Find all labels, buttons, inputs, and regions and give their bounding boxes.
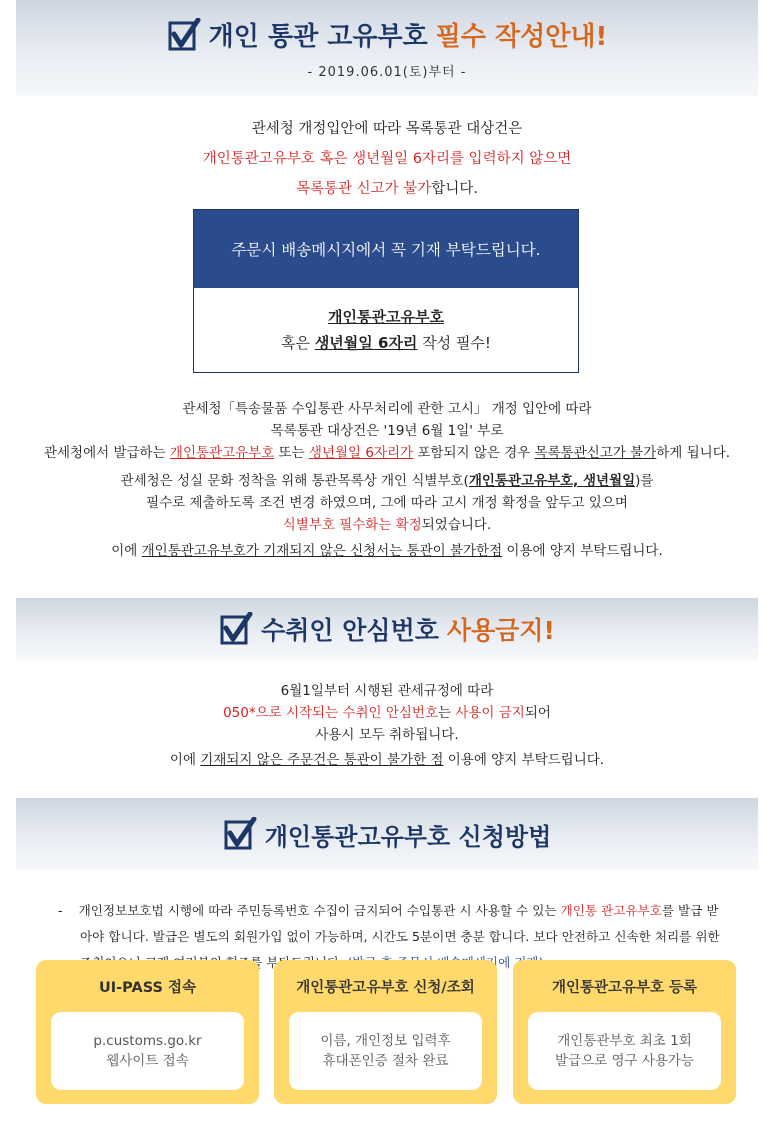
step-card-body: [289, 1012, 482, 1090]
section3-title: 개인통관고유부호 신청방법: [264, 822, 552, 851]
checkbox-check-icon: [223, 817, 257, 851]
step-card-line1: p.customs.go.kr: [93, 1033, 202, 1049]
p1-text-d: 생년월일 6자리가: [308, 445, 414, 461]
p1-text-b: 개인통관고유부호: [169, 445, 275, 461]
intro-line3: [16, 174, 758, 204]
step-card-title: 개인통관고유부호 등록: [551, 979, 698, 996]
section1-subtitle: - 2019.06.01(토)부터 -: [307, 65, 467, 80]
safe-number-red2: 사용이 금지: [455, 705, 525, 721]
section2-title-accent: 사용금지!: [446, 616, 555, 645]
step-card-line2: 발급으로 영구 사용가능: [555, 1053, 694, 1069]
p2-text-red: 식별부호 필수화는 확정: [282, 517, 422, 533]
notice-box-line2-bold: 생년월일 6자리: [314, 334, 418, 352]
howto-text-b: 를 발급 받아야 합니다. 발급은 별도의 회원가입 없이 가능하며, 시간도 5분이면 충분 합니다. 보다 안전하고 신속한 처리를 위한: [80, 903, 720, 944]
p2-text-c: )를: [635, 473, 654, 489]
p1-text-f: 목록통관신고가 불가: [534, 445, 657, 461]
p1-text-a: 관세청에서 발급하는: [43, 445, 170, 461]
notice-box: [193, 209, 579, 373]
step-card-body: [51, 1012, 244, 1090]
paragraph1-line2: 목록통관 대상건은 '19년 6월 1일' 부로: [270, 423, 504, 439]
section2-title: 수취인 안심번호: [261, 616, 439, 645]
safe-number-line2: [16, 702, 758, 724]
section1-title: 개인 통관 고유부호: [208, 22, 428, 52]
intro-text: [16, 114, 758, 204]
step-card-line1: 이름, 개인정보 입력후: [320, 1033, 451, 1049]
step-card-title: UI-PASS 접속: [98, 979, 196, 996]
notice-box-line1: 개인통관고유부호: [328, 308, 444, 326]
notice-box-line2-pre: 혹은: [281, 334, 315, 352]
step-card-line2: 웹사이트 접속: [106, 1053, 189, 1069]
step-card-line1: 개인통관부호 최초 1회: [557, 1033, 692, 1049]
notice-box-header: 주문시 배송메시지에서 꼭 기재 부탁드립니다.: [194, 210, 578, 288]
intro-line3-red: 목록통관 신고가 불가: [296, 181, 432, 197]
paragraph1-line1: 관세청「특송물품 수입통관 사무처리에 관한 고시」 개정 입안에 따라: [182, 401, 592, 417]
step-card-apply: [274, 960, 497, 1104]
section1-title-accent: 필수 작성안내!: [435, 22, 608, 52]
safe-number-text: [16, 680, 758, 746]
step-card-title: 개인통관고유부호 신청/조회: [296, 979, 475, 996]
safe-number-line3: 사용시 모두 취하됩니다.: [315, 727, 459, 743]
step-card-body: [528, 1012, 721, 1090]
paragraph1-line3: [16, 442, 758, 464]
p1-text-e: 포함되지 않은 경우: [413, 445, 535, 461]
paragraph2-line2: 필수로 제출하도록 조건 변경 하였으며, 그에 따라 고시 개정 확정을 앞두고 있으며: [146, 495, 628, 511]
checkbox-check-icon: [219, 612, 253, 646]
notice-box-line2: [281, 330, 491, 356]
step-card-uipass: [36, 960, 259, 1104]
safe-number-mid: 는: [438, 705, 456, 721]
safe-number-line1: 6월1일부터 시행된 관세규정에 따라: [280, 683, 494, 699]
paragraph2: [16, 470, 758, 536]
notice-box-line2-post: 작성 필수!: [417, 334, 491, 352]
intro-line1: 관세청 개정입안에 따라 목록통관 대상건은: [251, 121, 523, 137]
step-card-line2: 휴대폰인증 절차 완료: [322, 1053, 449, 1069]
step-card-register: [513, 960, 736, 1104]
notice-box-body: [194, 288, 578, 372]
p3-pre: 이에: [111, 543, 142, 559]
safe-number-line4-underlined: 기재되지 않은 주문건은 통관이 불가한 점: [200, 752, 444, 768]
section3-banner: [16, 798, 758, 870]
howto-dash: -: [58, 903, 63, 918]
safe-number-tail: 되어: [524, 705, 551, 721]
intro-line3-tail: 합니다.: [431, 181, 478, 197]
p3-underlined: 개인통관고유부호가 기재되지 않은 신청서는 통관이 불가한점: [141, 543, 503, 559]
intro-line2: 개인통관고유부호 혹은 생년월일 6자리를 입력하지 않으면: [202, 151, 572, 167]
paragraph2-line3: [16, 514, 758, 536]
section2-banner: [16, 598, 758, 660]
safe-number-line4-pre: 이에: [169, 752, 201, 768]
safe-number-red1: 050*으로 시작되는 수취인 안심번호: [223, 705, 438, 721]
howto-text-a: 개인정보보호법 시행에 따라 주민등록번호 수집이 금지되어 수입통관 시 사용할 수 있는: [78, 903, 561, 918]
safe-number-line4-post: 이용에 양지 부탁드립니다.: [443, 752, 605, 768]
paragraph3: [16, 540, 758, 562]
paragraph2-line1: [16, 470, 758, 492]
p2-text-tail: 되었습니다.: [421, 517, 492, 533]
paragraph1: [16, 398, 758, 464]
p2-text-b: 개인통관고유부호, 생년월일: [468, 473, 636, 489]
p3-post: 이용에 양지 부탁드립니다.: [502, 543, 663, 559]
howto-text-red: 개인통 관고유부호: [560, 903, 662, 918]
p1-text-g: 하게 됩니다.: [656, 445, 731, 461]
section1-banner: [16, 0, 758, 96]
safe-number-line4: [16, 749, 758, 771]
checkbox-check-icon: [167, 18, 201, 52]
p1-text-c: 또는: [274, 445, 309, 461]
notice-page: [16, 0, 758, 1121]
p2-text-a: 관세청은 성실 문화 정착을 위해 통관목록상 개인 식별부호(: [120, 473, 469, 489]
